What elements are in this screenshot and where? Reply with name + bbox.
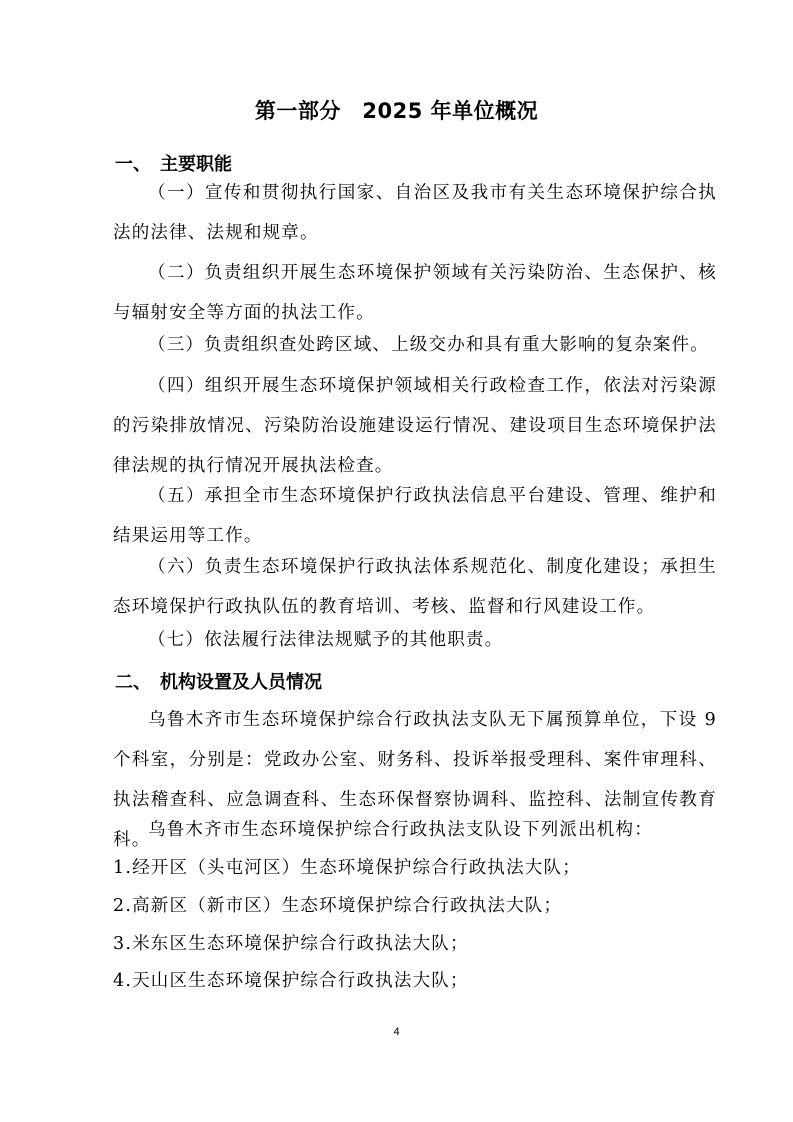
branch-item: 3.米东区生态环境保护综合行政执法大队； [113,934,469,954]
duty-paragraph: （六）负责生态环境保护行政执法体系规范化、制度化建设；承担生态环境保护行政执队伍的教育培训、考核、监督和行风建设工作。 [113,557,717,617]
branch-item: 1.经开区（头屯河区）生态环境保护综合行政执法大队； [113,858,581,878]
duty-paragraph: （四）组织开展生态环境保护领域相关行政检查工作，依法对污染源的污染排放情况、污染防治设施建设运行情况、建设项目生态环境保护法律法规的执行情况开展执法检查。 [113,376,717,476]
org-paragraph: 乌鲁木齐市生态环境保护综合行政执法支队无下属预算单位，下设 9 个科室，分别是：党政办公室、财务科、投诉举报受理科、案件审理科、执法稽查科、应急调查科、生态环保督察协调科、监控科、法制宣传教育科。 [113,710,717,850]
section-title: 主要职能 [160,154,232,175]
duty-paragraph: （三）负责组织查处跨区域、上级交办和具有重大影响的复杂案件。 [148,335,709,355]
branch-item: 2.高新区（新市区）生态环境保护综合行政执法大队； [113,896,563,916]
page-number: 4 [393,1026,400,1038]
duty-paragraph: （一）宣传和贯彻执行国家、自治区及我市有关生态环境保护综合执法的法律、法规和规章。 [113,183,717,243]
duty-paragraph: （七）依法履行法律法规赋予的其他职责。 [148,630,504,650]
section-heading-2 [115,668,322,694]
section-title: 机构设置及人员情况 [160,672,322,693]
section-number: 二、 [115,672,151,693]
duty-paragraph: （五）承担全市生态环境保护行政执法信息平台建设、管理、维护和结果运用等工作。 [113,486,717,546]
page-title: 第一部分 2025 年单位概况 [254,99,539,123]
branch-item: 4.天山区生态环境保护综合行政执法大队； [113,971,469,991]
duty-paragraph: （二）负责组织开展生态环境保护领域有关污染防治、生态保护、核与辐射安全等方面的执法工作。 [113,263,717,323]
branches-intro: 乌鲁木齐市生态环境保护综合行政执法支队设下列派出机构： [148,820,653,840]
section-number: 一、 [115,154,151,175]
